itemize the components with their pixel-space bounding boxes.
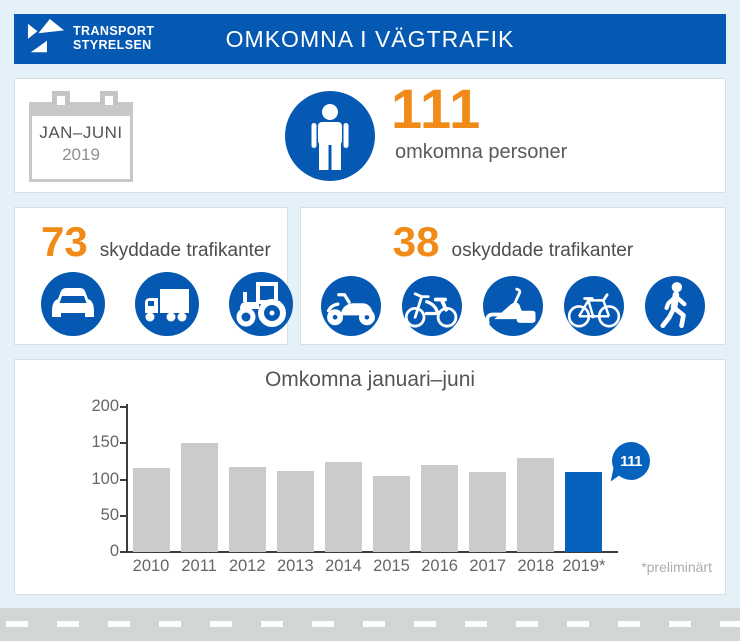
logo-emblem-icon — [27, 18, 65, 61]
y-axis-label: 150 — [91, 433, 119, 452]
x-axis-label: 2011 — [181, 557, 217, 575]
y-axis-tick — [120, 515, 126, 517]
y-axis-label: 0 — [109, 542, 119, 560]
person-icon — [285, 91, 375, 181]
bicycle-icon — [564, 276, 624, 336]
header-bar — [14, 14, 726, 64]
snowmobile-icon — [483, 276, 543, 336]
protected-count: 73 — [41, 218, 88, 265]
x-axis-label: 2016 — [421, 557, 458, 575]
chart-bar — [181, 443, 218, 552]
y-axis-tick — [120, 406, 126, 408]
x-axis-label: 2019* — [562, 557, 606, 575]
chart-plot — [15, 360, 725, 594]
period-summary-card — [14, 78, 726, 193]
x-axis-label: 2012 — [228, 557, 266, 575]
x-axis-label: 2017 — [469, 557, 507, 575]
calendar-header-strip — [32, 105, 130, 116]
tractor-icon — [229, 272, 293, 336]
unprotected-count: 38 — [392, 218, 440, 265]
y-axis-tick — [120, 442, 126, 444]
road-graphic — [0, 608, 740, 641]
chart-bar — [373, 476, 410, 552]
truck-icon — [135, 272, 199, 336]
y-axis-label: 100 — [91, 469, 119, 488]
logo-line2: STYRELSEN — [73, 38, 152, 52]
chart-bar — [133, 468, 170, 552]
total-fatalities-count: 111 — [391, 77, 482, 140]
x-axis-label: 2015 — [373, 557, 410, 575]
calendar-year-label: 2019 — [62, 145, 100, 164]
pedestrian-icon — [645, 276, 705, 336]
x-axis-label: 2013 — [276, 557, 314, 575]
chart-footnote: *preliminärt — [641, 559, 712, 575]
x-axis-label: 2010 — [132, 557, 170, 575]
chart-bar — [277, 471, 314, 552]
chart-bar — [229, 467, 266, 552]
x-axis-label: 2018 — [517, 557, 555, 575]
chart-bar — [469, 472, 506, 552]
motorcycle-icon — [321, 276, 381, 336]
x-axis-label: 2014 — [325, 557, 362, 575]
chart-bar — [421, 465, 458, 552]
calendar-icon — [29, 102, 133, 182]
road-dashed-line — [6, 621, 740, 627]
y-axis-tick — [120, 551, 126, 553]
car-icon — [41, 272, 105, 336]
chart-bar — [565, 472, 602, 552]
total-fatalities-label: omkomna personer — [395, 141, 568, 163]
transportstyrelsen-logo — [27, 18, 154, 61]
chart-bar — [325, 462, 362, 552]
protected-road-users-card — [14, 207, 288, 345]
protected-label: skyddade trafikanter — [99, 240, 271, 261]
y-axis-line — [126, 404, 128, 553]
logo-line1: TRANSPORT — [73, 24, 155, 39]
chart-bar — [517, 458, 554, 552]
logo-wordmark — [73, 25, 154, 53]
highlight-value-bubble: 111 — [612, 442, 650, 480]
y-axis-tick — [120, 479, 126, 481]
unprotected-label: oskyddade trafikanter — [451, 240, 634, 261]
moped-icon — [402, 276, 462, 336]
y-axis-label: 50 — [100, 505, 119, 524]
unprotected-road-users-card — [300, 207, 726, 345]
y-axis-label: 200 — [91, 397, 119, 415]
calendar-period-label: JAN–JUNI — [39, 123, 123, 142]
chart-card — [14, 359, 726, 595]
chart-title: Omkomna januari–juni — [264, 368, 476, 391]
page-title: OMKOMNA I VÄGTRAFIK — [225, 25, 515, 52]
